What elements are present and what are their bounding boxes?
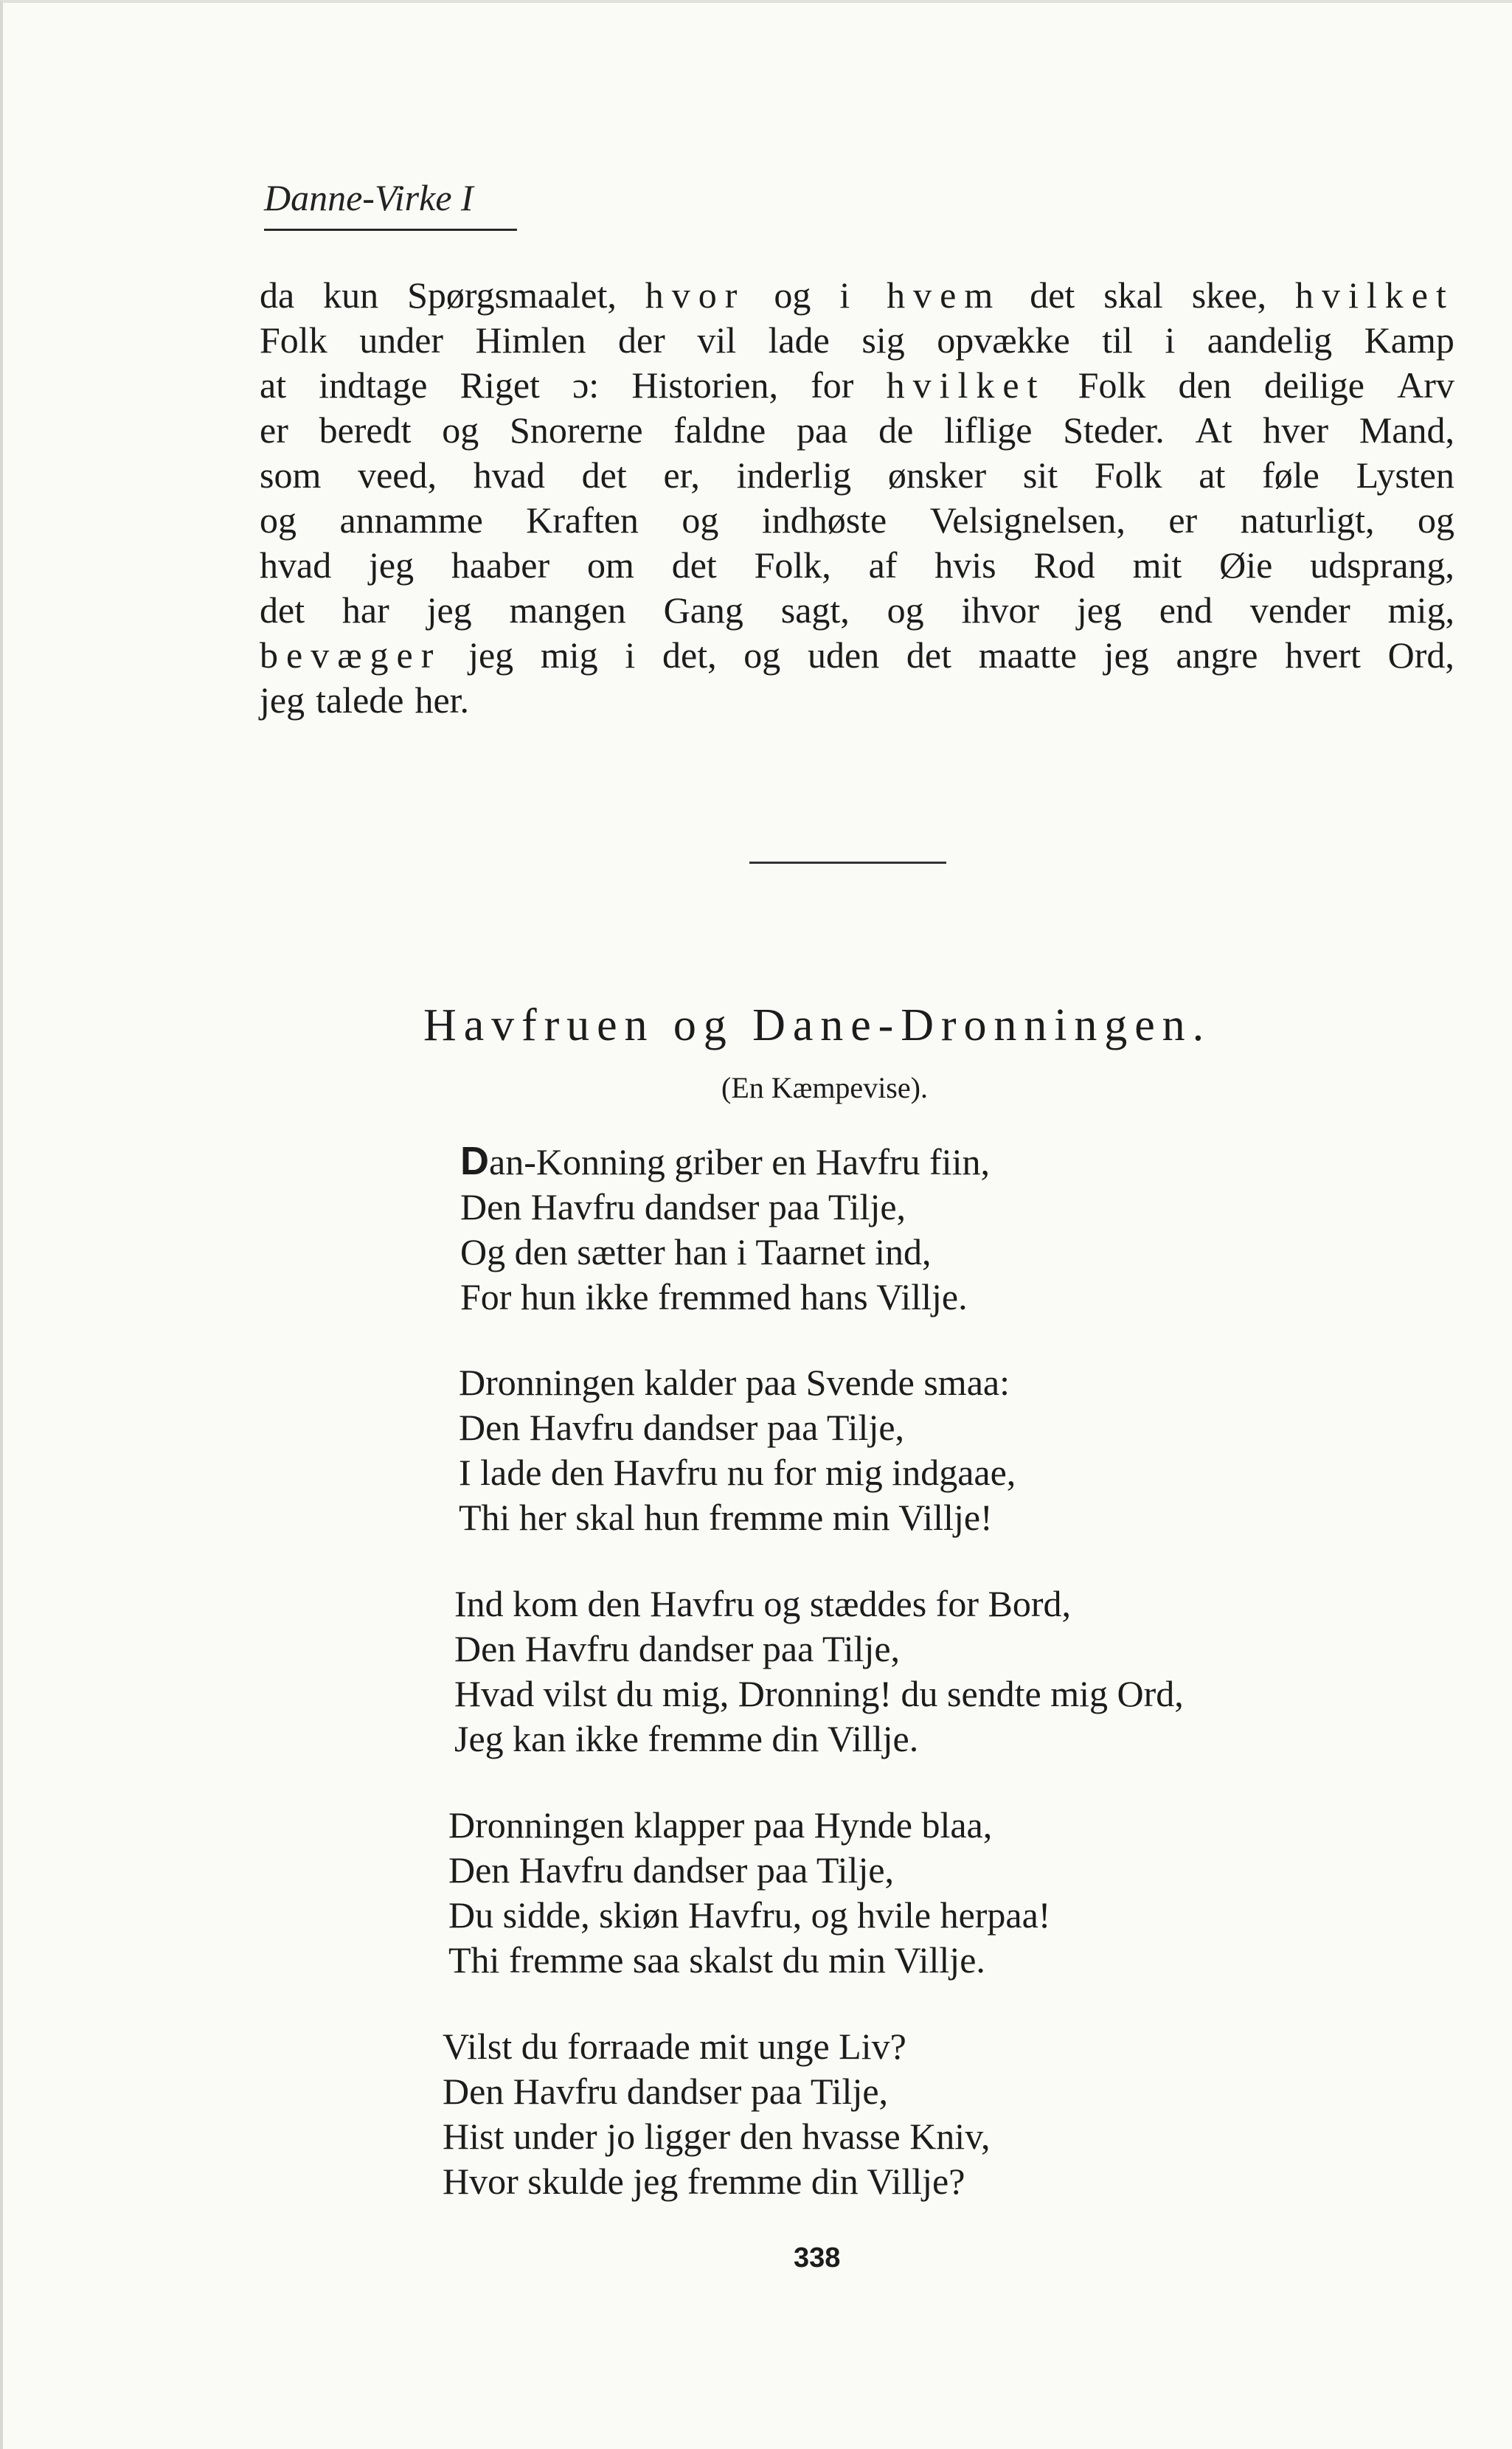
prose-line: og annamme Kraften og indhøste Velsignelsen, er naturligt, og (260, 499, 1454, 541)
poem-subtitle: (En Kæmpevise). (721, 1071, 928, 1104)
verse-line: Og den sætter han i Taarnet ind, (460, 1231, 932, 1272)
prose-line: er beredt og Snorerne faldne paa de liflige Steder. At hver Mand, (260, 409, 1454, 451)
verse-line: Du sidde, skiøn Havfru, og hvile herpaa! (448, 1894, 1051, 1936)
page-number: 338 (794, 2242, 841, 2273)
prose-line: Folk under Himlen der vil lade sig opvække til i aandelig Kamp (260, 319, 1454, 361)
verse-line: Hvad vilst du mig, Dronning! du sendte mig Ord, (454, 1673, 1184, 1714)
prose-line: at indtage Riget ɔ: Historien, for hvilket Folk den deilige Arv (260, 364, 1454, 406)
prose-paragraph (260, 273, 1454, 723)
verse-line: Thi fremme saa skalst du min Villje. (448, 1939, 985, 1981)
stanza-5 (443, 2024, 990, 2204)
prose-line: da kun Spørgsmaalet, hvor og i hvem det skal skee, hvilket (260, 274, 1454, 316)
verse-line: Dan-Konning griber en Havfru fiin, (460, 1139, 990, 1183)
stanza-2 (459, 1360, 1016, 1540)
prose-line: hvad jeg haaber om det Folk, af hvis Rod mit Øie udsprang, (260, 544, 1454, 586)
prose-line: som veed, hvad det er, inderlig ønsker sit Folk at føle Lysten (260, 454, 1454, 496)
verse-line: Hist under jo ligger den hvasse Kniv, (443, 2116, 991, 2157)
verse-line: Jeg kan ikke fremme din Villje. (454, 1718, 919, 1759)
verse-line: Den Havfru dandser paa Tilje, (443, 2071, 889, 2112)
verse-line: For hun ikke fremmed hans Villje. (460, 1276, 968, 1317)
verse-line: Dronningen kalder paa Svende smaa: (459, 1362, 1010, 1403)
verse-line: Vilst du forraade mit unge Liv? (443, 2026, 906, 2067)
section-divider (749, 862, 946, 864)
verse-line: Thi her skal hun fremme min Villje! (459, 1497, 993, 1538)
verse-line: Hvor skulde jeg fremme din Villje? (443, 2161, 965, 2202)
stanza-1 (460, 1139, 990, 1320)
verse-line: Den Havfru dandser paa Tilje, (459, 1407, 905, 1448)
prose-line: bevæger jeg mig i det, og uden det maatte jeg angre hvert Ord, (260, 634, 1454, 676)
verse-line: Den Havfru dandser paa Tilje, (448, 1849, 895, 1891)
verse-line: Ind kom den Havfru og stæddes for Bord, (454, 1583, 1071, 1624)
stanza-4 (448, 1803, 1050, 1983)
prose-line: det har jeg mangen Gang sagt, og ihvor jeg end vender mig, (260, 589, 1454, 631)
verse-line: I lade den Havfru nu for mig indgaae, (459, 1452, 1016, 1493)
drop-cap: D (460, 1139, 489, 1183)
running-head: Danne-Virke I (264, 177, 474, 218)
running-head-rule (264, 229, 517, 231)
poem-title: Havfruen og Dane-Dronningen. (423, 1000, 1211, 1050)
stanza-3 (454, 1582, 1184, 1762)
prose-line: jeg talede her. (260, 679, 470, 721)
verse-line: Den Havfru dandser paa Tilje, (460, 1186, 906, 1227)
verse-line: Dronningen klapper paa Hynde blaa, (448, 1804, 993, 1846)
verse-line: Den Havfru dandser paa Tilje, (454, 1628, 901, 1669)
